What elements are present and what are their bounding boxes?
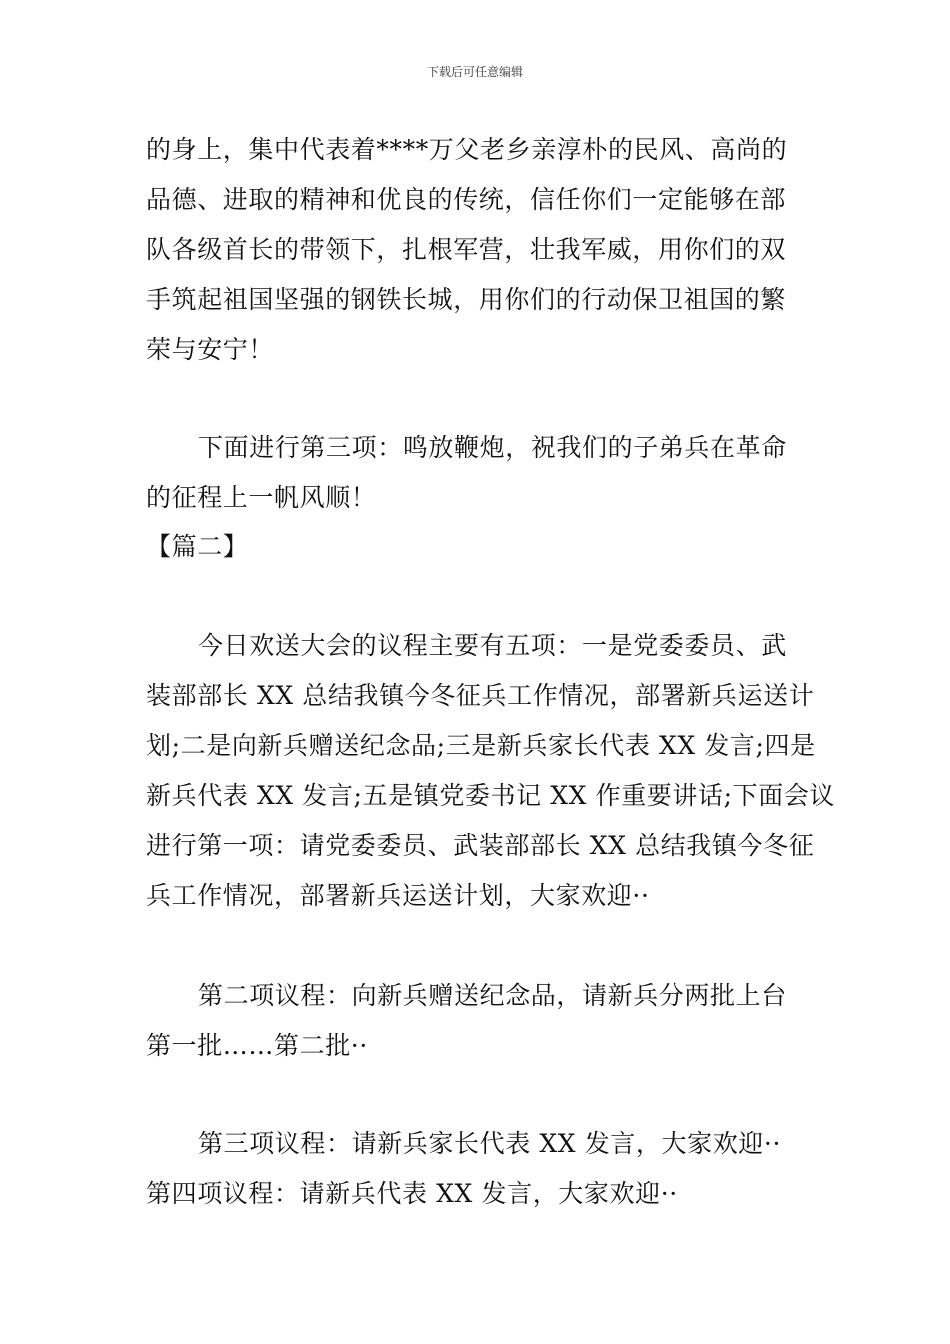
- text-line: 进行第一项：请党委委员、武装部部长 XX 总结我镇今冬征: [146, 831, 815, 860]
- paragraph-first-line: 今日欢送大会的议程主要有五项：一是党委委员、武: [198, 631, 787, 660]
- text-line: 兵工作情况，部署新兵运送计划，大家欢迎··: [146, 881, 650, 910]
- text-line: 第一批……第二批··: [146, 1031, 368, 1060]
- text-line: 品德、进取的精神和优良的传统，信任你们一定能够在部: [146, 185, 787, 214]
- text-line: 装部部长 XX 总结我镇今冬征兵工作情况，部署新兵运送计: [146, 681, 815, 710]
- section-heading: 【篇二】: [146, 532, 249, 561]
- text-line: 第四项议程：请新兵代表 XX 发言，大家欢迎··: [146, 1179, 678, 1208]
- text-line: 新兵代表 XX 发言;五是镇党委书记 XX 作重要讲话;下面会议: [146, 781, 836, 810]
- text-line: 队各级首长的带领下，扎根军营，壮我军威，用你们的双: [146, 235, 787, 264]
- paragraph-first-line: 第二项议程：向新兵赠送纪念品，请新兵分两批上台: [198, 981, 787, 1010]
- text-line: 的征程上一帆风顺！: [146, 483, 377, 512]
- text-line: 荣与安宁！: [146, 335, 275, 364]
- text-line: 划;二是向新兵赠送纪念品;三是新兵家长代表 XX 发言;四是: [146, 731, 816, 760]
- text-line: 手筑起祖国坚强的钢铁长城，用你们的行动保卫祖国的繁: [146, 285, 787, 314]
- page-header-note: 下载后可任意编辑: [426, 65, 523, 79]
- paragraph-first-line: 第三项议程：请新兵家长代表 XX 发言，大家欢迎··: [198, 1129, 781, 1158]
- paragraph-first-line: 下面进行第三项：鸣放鞭炮，祝我们的子弟兵在革命: [198, 433, 787, 462]
- text-line: 的身上，集中代表着****万父老乡亲淳朴的民风、高尚的: [146, 135, 788, 164]
